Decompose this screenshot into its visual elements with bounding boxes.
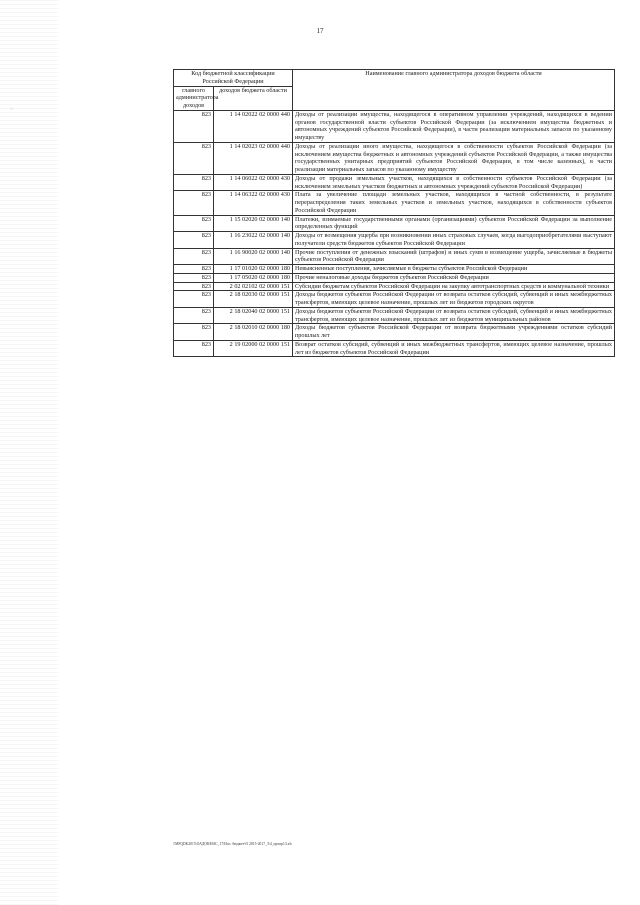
revenue-name-cell: Прочие неналоговые доходы бюджетов субъектов Российской Федерации bbox=[293, 273, 615, 282]
table-row bbox=[174, 265, 615, 274]
revenue-code-cell: 1 15 02020 02 0000 140 bbox=[214, 215, 293, 232]
file-path-footer: \\MFQDK2015\ОАДОКМАС_17\Исп. бюджет\О 2015-2017_3\4_пропр13.xls bbox=[173, 842, 293, 846]
revenue-code-cell: 2 18 02010 02 0000 180 bbox=[214, 324, 293, 341]
revenue-code-cell: 2 02 02102 02 0000 151 bbox=[214, 282, 293, 291]
table-row bbox=[174, 324, 615, 341]
revenue-code-cell: 2 18 02040 02 0000 151 bbox=[214, 307, 293, 324]
admin-code-cell: 823 bbox=[174, 324, 214, 341]
revenue-code-cell: 1 17 01020 02 0000 180 bbox=[214, 265, 293, 274]
revenue-code-cell: 1 14 02022 02 0000 440 bbox=[214, 110, 293, 142]
admin-code-cell: 823 bbox=[174, 248, 214, 265]
admin-code-cell: 823 bbox=[174, 142, 214, 174]
admin-code-cell: 823 bbox=[174, 110, 214, 142]
revenue-administrators-table bbox=[173, 69, 615, 357]
revenue-column-header: доходов бюджета области bbox=[214, 86, 293, 110]
admin-code-cell: 823 bbox=[174, 265, 214, 274]
admin-code-cell: 823 bbox=[174, 232, 214, 249]
revenue-name-cell: Доходы бюджетов субъектов Российской Федерации от возврата остатков субсидий, субвенций и иных межбюджетных трансфертов, имеющих целевое назначение, прошлых лет из бюджетов муниципальных районов bbox=[293, 307, 615, 324]
name-column-header: Наименование главного администратора доходов бюджета области bbox=[293, 70, 615, 111]
revenue-name-cell: Доходы бюджетов субъектов Российской Федерации от возврата бюджетными учреждениями остатков субсидий прошлых лет bbox=[293, 324, 615, 341]
admin-code-cell: 823 bbox=[174, 307, 214, 324]
admin-code-cell: 823 bbox=[174, 273, 214, 282]
revenue-code-cell: 1 14 02023 02 0000 440 bbox=[214, 142, 293, 174]
table-row bbox=[174, 142, 615, 174]
table-row bbox=[174, 110, 615, 142]
revenue-name-cell: Прочие поступления от денежных взысканий (штрафов) и иных сумм в возмещение ущерба, зачисляемые в бюджеты субъектов Российской Федерации bbox=[293, 248, 615, 265]
revenue-code-cell: 1 16 23022 02 0000 140 bbox=[214, 232, 293, 249]
admin-code-cell: 823 bbox=[174, 291, 214, 308]
table-row bbox=[174, 248, 615, 265]
table-row bbox=[174, 174, 615, 191]
revenue-code-cell: 1 14 06322 02 0000 430 bbox=[214, 191, 293, 215]
table-row bbox=[174, 232, 615, 249]
table-body bbox=[174, 110, 615, 357]
admin-code-cell: 823 bbox=[174, 282, 214, 291]
revenue-name-cell: Доходы от реализации иного имущества, находящегося в собственности субъектов Российской Федерации (за исключением имущества бюджетных и автономных учреждений субъектов Российской Федерации, а также имущества государственных унитарных предприятий субъектов Российской Федерации, в том числе казенных), в части реализации материальных запасов по указанному имуществу bbox=[293, 142, 615, 174]
admin-code-cell: 823 bbox=[174, 191, 214, 215]
revenue-name-cell: Доходы бюджетов субъектов Российской Федерации от возврата остатков субсидий, субвенций и иных межбюджетных трансфертов, имеющих целевое назначение, прошлых лет из бюджетов городских округов bbox=[293, 291, 615, 308]
admin-code-cell: 823 bbox=[174, 215, 214, 232]
revenue-code-cell: 1 17 05020 02 0000 180 bbox=[214, 273, 293, 282]
admin-code-cell: 823 bbox=[174, 174, 214, 191]
table-row bbox=[174, 191, 615, 215]
revenue-name-cell: Доходы от возмещения ущерба при возникновении иных страховых случаев, когда выгодоприобретателями выступают получатели средств бюджетов субъектов Российской Федерации bbox=[293, 232, 615, 249]
admin-code-cell: 823 bbox=[174, 340, 214, 357]
revenue-name-cell: Плата за увеличение площади земельных участков, находящихся в частной собственности, в результате перераспределения таких земельных участков и земельных участков, находящихся в собственности субъектов Российской Федерации bbox=[293, 191, 615, 215]
revenue-code-cell: 2 19 02000 02 0000 151 bbox=[214, 340, 293, 357]
revenue-name-cell: Невыясненные поступления, зачисляемые в бюджеты субъектов Российской Федерации bbox=[293, 265, 615, 274]
table-row bbox=[174, 215, 615, 232]
revenue-name-cell: Доходы от продажи земельных участков, находящихся в собственности субъектов Российской Федерации (за исключением земельных участков бюджетных и автономных учреждений субъектов Российской Федерации) bbox=[293, 174, 615, 191]
kbk-group-header: Код бюджетной классификации Российской Федерации bbox=[174, 70, 293, 87]
revenue-code-cell: 1 16 90020 02 0000 140 bbox=[214, 248, 293, 265]
table-row bbox=[174, 307, 615, 324]
table-row bbox=[174, 291, 615, 308]
revenue-code-cell: 2 18 02030 02 0000 151 bbox=[214, 291, 293, 308]
admin-column-header: главного администратора доходов bbox=[174, 86, 214, 110]
table-row bbox=[174, 282, 615, 291]
revenue-name-cell: Платежи, взимаемые государственными органами (организациями) субъектов Российской Федерации за выполнение определенных функций bbox=[293, 215, 615, 232]
table-row bbox=[174, 273, 615, 282]
scan-edge-artifact bbox=[0, 0, 58, 905]
page-number: 17 bbox=[316, 27, 324, 35]
revenue-name-cell: Доходы от реализации имущества, находящегося в оперативном управлении учреждений, находящихся в ведении органов государственной власти субъектов Российской Федерации (за исключением имущества бюджетных и автономных учреждений субъектов Российской Федерации), в части реализации материальных запасов по указанному имуществу bbox=[293, 110, 615, 142]
revenue-code-cell: 1 14 06022 02 0000 430 bbox=[214, 174, 293, 191]
revenue-name-cell: Возврат остатков субсидий, субвенций и иных межбюджетных трансфертов, имеющих целевое назначение, прошлых лет из бюджетов субъектов Российской Федерации bbox=[293, 340, 615, 357]
revenue-name-cell: Субсидии бюджетам субъектов Российской Федерации на закупку автотранспортных средств и коммунальной техники bbox=[293, 282, 615, 291]
table-row bbox=[174, 340, 615, 357]
